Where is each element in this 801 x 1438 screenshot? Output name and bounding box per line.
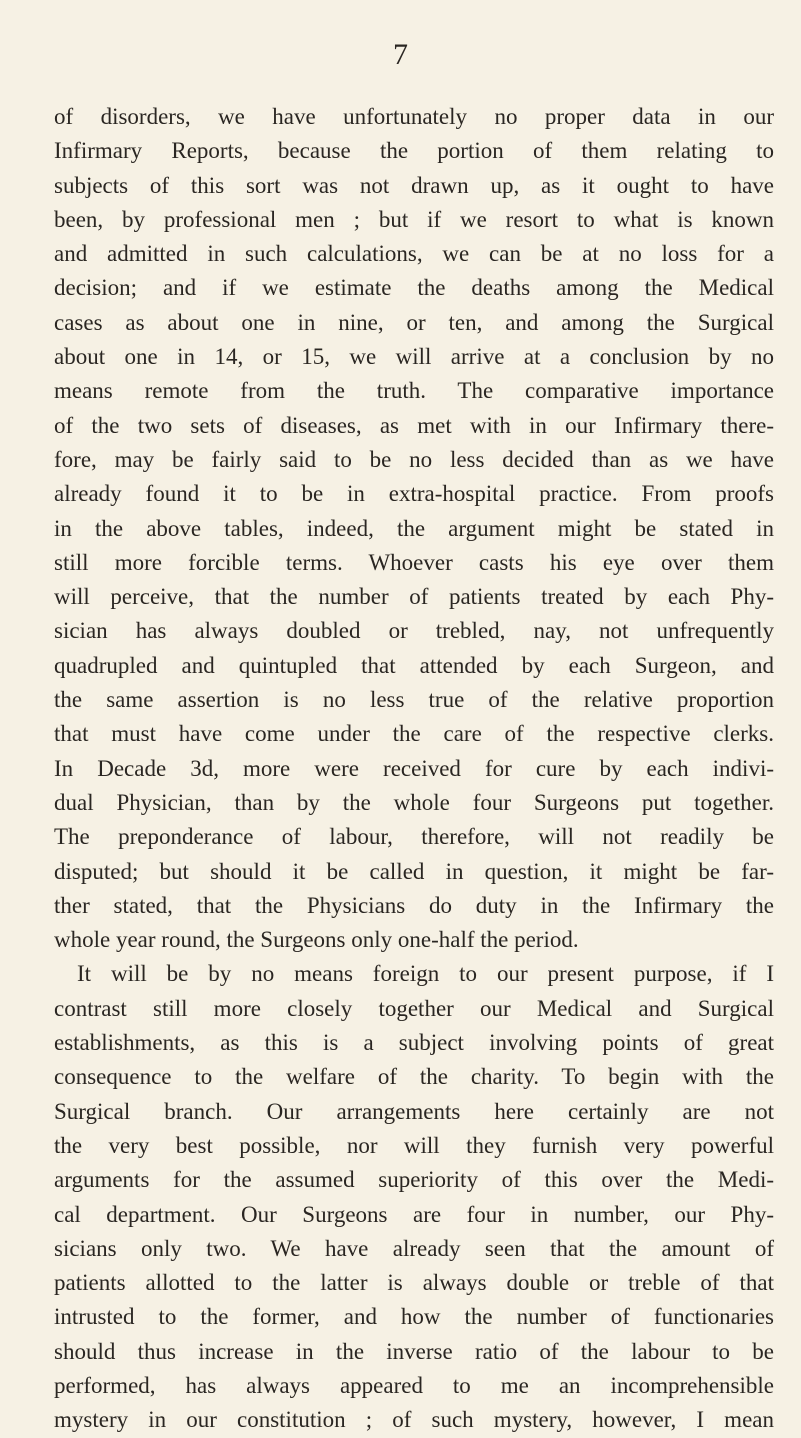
text-line: of disorders, we have unfortunately no proper data in our xyxy=(54,104,774,129)
text-line: already found it to be in extra-hospital practice. From proofs xyxy=(54,481,774,507)
text-line: subjects of this sort was not drawn up, as it ought to have xyxy=(54,172,774,198)
text-line: decision; and if we estimate the deaths among the Medical xyxy=(54,275,774,301)
text-line: ther stated, that the Physicians do duty in the Infirmary the xyxy=(54,892,774,918)
text-line: establishments, as this is a subject involving points of great xyxy=(54,1030,774,1056)
body-text xyxy=(54,100,774,1438)
text-line: should thus increase in the inverse ratio of the labour to be xyxy=(54,1338,774,1364)
page-number: 7 xyxy=(393,38,408,71)
text-line: mystery in our constitution ; of such mystery, however, I mean xyxy=(54,1407,774,1433)
text-line: sicians only two. We have already seen that the amount of xyxy=(54,1235,774,1261)
text-line: been, by professional men ; but if we resort to what is known xyxy=(54,206,774,232)
text-line: whole year round, the Surgeons only one-half the period. xyxy=(54,927,579,953)
text-line: and admitted in such calculations, we can be at no loss for a xyxy=(54,241,774,267)
text-line: still more forcible terms. Whoever casts his eye over them xyxy=(54,549,774,575)
text-line: dual Physician, than by the whole four Surgeons put together. xyxy=(54,789,774,815)
text-line: cal department. Our Surgeons are four in number, our Phy- xyxy=(54,1201,774,1227)
text-line: about one in 14, or 15, we will arrive at a conclusion by no xyxy=(54,344,774,370)
text-line: the same assertion is no less true of the relative proportion xyxy=(54,687,774,713)
text-line: will perceive, that the number of patients treated by each Phy- xyxy=(54,584,774,610)
text-line: that must have come under the care of the respective clerks. xyxy=(54,721,774,747)
text-line: Infirmary Reports, because the portion of them relating to xyxy=(54,138,774,164)
text-line: consequence to the welfare of the charity. To begin with the xyxy=(54,1064,774,1090)
text-line: arguments for the assumed superiority of this over the Medi- xyxy=(54,1167,774,1193)
text-line: Surgical branch. Our arrangements here certainly are not xyxy=(54,1098,774,1124)
text-line: the very best possible, nor will they furnish very powerful xyxy=(54,1132,774,1158)
text-line: contrast still more closely together our Medical and Surgical xyxy=(54,995,774,1021)
text-line: disputed; but should it be called in question, it might be far- xyxy=(54,858,774,884)
text-line: fore, may be fairly said to be no less decided than as we have xyxy=(54,446,774,472)
text-line: intrusted to the former, and how the number of functionaries xyxy=(54,1304,774,1330)
text-line: quadrupled and quintupled that attended by each Surgeon, and xyxy=(54,652,774,678)
text-line: means remote from the truth. The comparative importance xyxy=(54,378,774,404)
text-line: of the two sets of diseases, as met with in our Infirmary there- xyxy=(54,412,774,438)
text-line: The preponderance of labour, therefore, will not readily be xyxy=(54,824,774,850)
text-line: sician has always doubled or trebled, nay, not unfrequently xyxy=(54,618,774,644)
text-line: It will be by no means foreign to our present purpose, if I xyxy=(77,961,774,987)
text-line: cases as about one in nine, or ten, and among the Surgical xyxy=(54,309,774,335)
text-line: in the above tables, indeed, the argument might be stated in xyxy=(54,515,774,541)
text-line: In Decade 3d, more were received for cure by each indivi- xyxy=(54,755,774,781)
text-line: performed, has always appeared to me an incomprehensible xyxy=(54,1372,774,1398)
text-line: patients allotted to the latter is always double or treble of that xyxy=(54,1270,774,1296)
